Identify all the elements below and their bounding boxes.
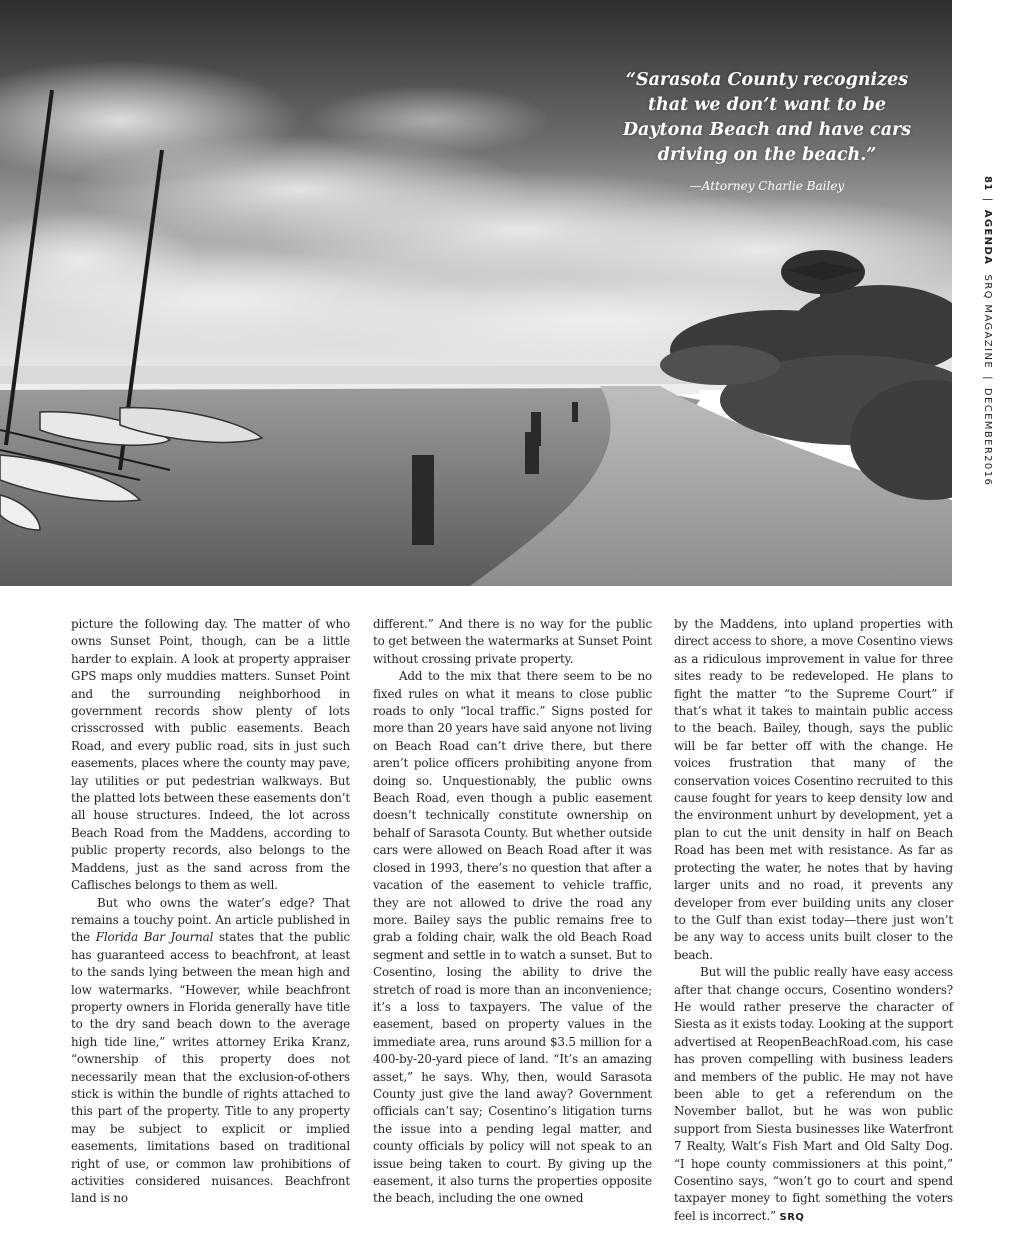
- article-column-2: [373, 616, 652, 1208]
- paragraph: by the Maddens, into upland properties with direct access to shore, a move Cosentino views as a ridiculous improvement in value for three sites ready to be redeveloped. He plans to fight the matter “to the Supreme Court” if that’s what it takes to maintain public access to the beach. Bailey, though, says the public will be far better off with the change. He voices frustration that many of the conservation voices Cosentino recruited to this cause fought for years to keep density low and the environment unhurt by development, yet a plan to cut the unit density in half on Beach Road has been met with resistance. As far as protecting the water, he notes that by having larger units and no road, it prevents any developer from ever building units any closer to the Gulf than exist today—there just won’t be any way to access units built closer to the beach.: [674, 617, 953, 962]
- pull-quote: “Sarasota County recognizes that we don’t want to be Daytona Beach and have cars driving on the beach.”: [622, 70, 912, 165]
- issue-date: DECEMBER2016: [982, 387, 993, 487]
- page-folio: 81|AGENDA SRQ MAGAZINE|DECEMBER2016: [982, 176, 993, 487]
- paragraph: Add to the mix that there seem to be no fixed rules on what it means to close public roads to only “local traffic.” Signs posted for more than 20 years have said anyone not living on Beach Road can’t drive there, but there aren’t police officers prohibiting anyone from doing so. Unquestionably, the public owns Beach Road, even though a public easement doesn’t technically constitute ownership on behalf of Sarasota County. But whether outside cars were allowed on Beach Road after it was closed in 1993, there’s no question that after a vacation of the easement to vehicle traffic, they are not allowed to drive the road any more. Bailey says the public remains free to grab a folding chair, walk the old Beach Road segment and settle in to watch a sunset. But to Cosentino, losing the ability to drive the stretch of road is more than an inconvenience; it’s a loss to taxpayers. The value of the easement, based on property values in the immediate area, runs around $3.5 million for a 400-by-20-yard piece of land. “It’s an amazing asset,” he says. Why, then, would Sarasota County just give the land away? Government officials can’t say; Cosentino’s litigation turns the issue into a pending legal matter, and county officials by policy will not speak to an issue being taken to court. By giving up the easement, it also turns the properties opposite the beach, including the one owned: [373, 669, 652, 1206]
- paragraph: [674, 964, 953, 1226]
- paragraph: [71, 895, 350, 1208]
- paragraph: different.” And there is no way for the public to get between the watermarks at Sunset Point without crossing private property.: [373, 617, 652, 666]
- beach-road-photo: [0, 0, 952, 586]
- page-number: 81: [982, 176, 993, 191]
- article-column-3: [674, 616, 953, 1226]
- section-name: AGENDA: [982, 209, 993, 266]
- paragraph: picture the following day. The matter of who owns Sunset Point, though, can be a little harder to explain. A look at property appraiser GPS maps only muddies matters. Sunset Point and the surrounding neighborhood in government records show plenty of lots crisscrossed with public easements. Beach Road, and every public road, sits in just such easements, places where the county may pave, lay utilities or put pedestrian walkways. But the platted lots between these easements don’t all house structures. Indeed, the lot across Beach Road from the Maddens, according to public property records, also belongs to the Maddens, just as the sand across from the Caflisches belongs to them as well.: [71, 617, 350, 893]
- journal-title: Florida Bar Journal: [95, 930, 214, 945]
- end-mark: SRQ: [779, 1211, 805, 1223]
- quote-attribution: —Attorney Charlie Bailey: [689, 179, 845, 193]
- article-column-1: [71, 616, 350, 1208]
- text-run: But will the public really have easy access after that change occurs, Cosentino wonders? He would rather preserve the character of Siesta as it exists today. Looking at the support advertised at ReopenBeachRoad.com, his case has proven compelling with business leaders and members of the public. He may not have been able to get a referendum on the November ballot, but he was won public support from Siesta businesses like Waterfront 7 Realty, Walt’s Fish Mart and Old Salty Dog. “I hope county commissioners at this point,” Cosentino says, “won’t go to court and spend taxpayer money to fight something the voters feel is incorrect.”: [674, 965, 953, 1223]
- text-run: states that the public has guaranteed access to beachfront, at least to the sands lying between the mean high and low watermarks. “However, while beachfront property owners in Florida generally have title to the dry sand beach down to the average high tide line,” writes attorney Erika Kranz, “ownership of this property does not necessarily mean that the exclusion-of-others stick is within the bundle of rights attached to this part of the property. Title to any property may be subject to explicit or implied easements, limitations based on traditional right of use, or common law prohibitions of activities considered nuisances. Beachfront land is no: [71, 930, 350, 1206]
- magazine-name: SRQ MAGAZINE: [982, 274, 993, 370]
- text-run: But who owns the water’s edge? That remains a touchy point. An article published in the: [71, 895, 350, 945]
